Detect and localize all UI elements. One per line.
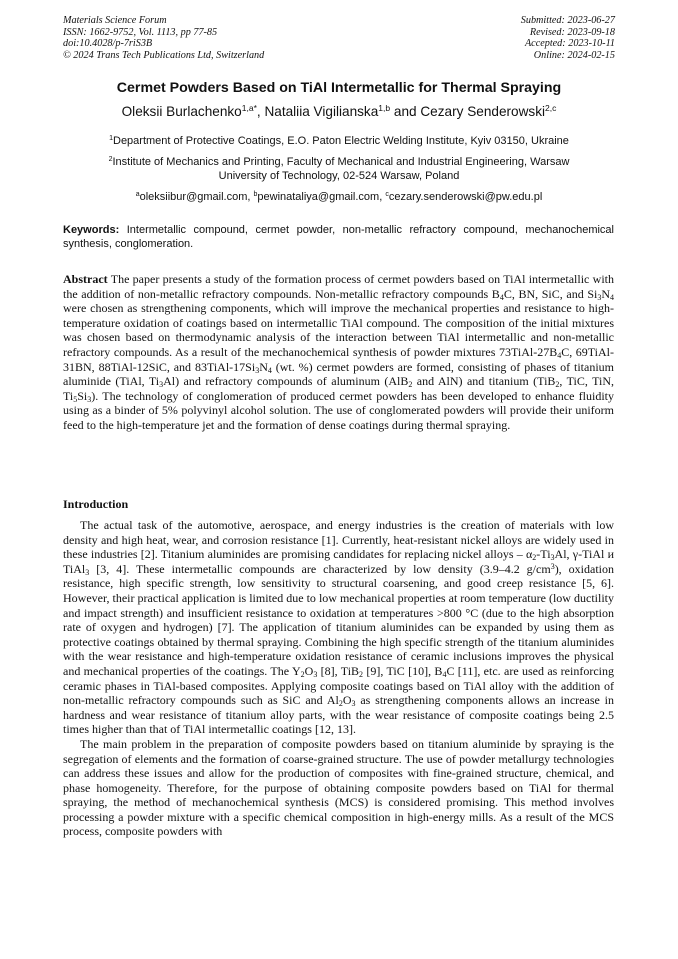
subscript: 2: [359, 669, 364, 679]
subscript: 3: [313, 669, 318, 679]
author-list: [0, 103, 678, 119]
online-date: Online: 2024-02-15: [533, 49, 615, 61]
author-name: Nataliia Vigilianska: [264, 104, 379, 119]
author-separator: and: [390, 104, 421, 119]
section-heading-introduction: Introduction: [63, 497, 129, 511]
subscript: 2: [532, 553, 537, 563]
abstract-text: N: [259, 359, 268, 374]
revised-date: Revised: 2023-09-18: [529, 26, 615, 38]
affiliation-text: Institute of Mechanics and Printing, Faculty of Mechanical and Industrial Engineering, Warsaw: [112, 156, 570, 168]
subscript: 2: [408, 380, 413, 390]
email-address: pewinataliya@gmail.com,: [257, 191, 386, 203]
paragraph-text: O: [304, 663, 314, 678]
abstract-text: , TiC, TiN, Ti: [63, 374, 614, 403]
abstract-text: (wt. %) cermet powders are formed, consisting of phases of titanium aluminide (TiAl, Ti: [63, 359, 614, 389]
author-affiliation-mark: 2,c: [545, 103, 557, 113]
paragraph-text: [9], TiC [10], B: [363, 663, 443, 678]
submitted-date: Submitted: 2023-06-27: [520, 15, 615, 26]
abstract-text: were chosen as strengthening components, which will improve the mechanical properties and resistance to high-temperature oxidation of coatings based on intermetallic TiAl compound. The composition of the initial mixtures was chosen based on thermodynamic analysis of the interaction between TiAl intermetallic and non-metallic refractory compounds. As a result of the mechanochemical synthesis of powder mixtures 73TiAl-27B: [63, 301, 614, 359]
subscript: 4: [610, 292, 614, 302]
author-separator: ,: [256, 104, 265, 119]
keywords-label: Keywords:: [63, 224, 120, 236]
subscript: 4: [557, 350, 562, 360]
paragraph-text: C [11], etc. are used as reinforcing ceramic phases in TiAl-based composites. Applying composite coatings based on TiAl alloy with the addition of non-metallic refractory compounds such as SiC and Al: [63, 663, 614, 708]
paragraph-text: [3, 4]. These intermetallic compounds are characterized by low density (3.9–4.2 g/cm: [89, 561, 551, 576]
subscript: 2: [300, 669, 305, 679]
paragraph-text: O: [342, 693, 352, 708]
paragraph-text: The actual task of the automotive, aerospace, and energy industries is the creation of materials with low density and high heat, wear, and corrosion resistance [1]. Currently, heat-resistant nickel alloys are widely used in these industries [2]. Titanium aluminides are promising candidates for replacing nickel alloys – α: [63, 518, 614, 562]
abstract-text: C, BN, SiC, and Si: [503, 286, 598, 301]
journal-name: Materials Science Forum: [63, 15, 167, 26]
email-mark: b: [253, 191, 258, 198]
abstract-text: ). The technology of conglomeration of produced cermet powders has been developed to enhance fluidity using as a binder of 5% polyvinyl alcohol solution. The use of conglomerated powders will provide their uniform feed to the high-temperature jet and the formation of dense coatings during thermal spraying.: [63, 388, 614, 432]
affiliation-number: 1: [109, 135, 113, 142]
subscript: 4: [442, 669, 447, 679]
subscript: 3: [85, 567, 90, 577]
affiliation-number: 2: [108, 156, 113, 163]
superscript: 3: [550, 561, 555, 571]
subscript: 3: [550, 553, 555, 563]
affiliation-text: University of Technology, 02-524 Warsaw, Poland: [218, 170, 460, 183]
subscript: 4: [267, 365, 272, 375]
abstract-text: Al) and refractory compounds of aluminum (AlB: [163, 374, 409, 389]
abstract-block: [63, 272, 614, 433]
paragraph-text: [8], TiB: [317, 663, 360, 678]
accepted-date: Accepted: 2023-10-11: [524, 38, 615, 50]
paragraph-text: Al, γ-TiAl и TiAl: [63, 547, 614, 576]
email-address: oleksiibur@gmail.com,: [139, 191, 254, 203]
issn-line: ISSN: 1662-9752, Vol. 1113, pp 77-85: [63, 26, 218, 38]
paragraph-text: ), oxidation resistance, high specific strength, low sensitivity to structural coarsening, and good creep resistance [5, 6]. However, their practical application is limited due to low mechanical properties at room temperature (low ductility and impact strength) and insufficient resistance to oxidation at temperatures >800 °C (due to the high absorption rate of oxygen and hydrogen) [7]. The application of titanium aluminides can be expanded by using them as protective coatings obtained by thermal spraying. Combining the high specific strength of the titanium aluminides with the wear resistance and high-temperature oxidation resistance of ceramic inclusions improves the physical and mechanical properties of the coatings. The Y: [63, 561, 614, 678]
email-mark: c: [385, 191, 389, 198]
abstract-text: C, 69TiAl-31BN, 88TiAl-12SiC, and 83TiAl-17Si: [63, 344, 614, 374]
abstract-label: Abstract: [63, 272, 108, 286]
author-emails: [0, 188, 678, 204]
email-mark: a: [135, 191, 140, 198]
author-affiliation-mark: 1,b: [378, 103, 391, 113]
author-name: Oleksii Burlachenko: [121, 104, 242, 119]
subscript: 4: [499, 292, 504, 302]
paragraph-text: as strengthening components allows an increase in hardness and wear resistance of titanium alloy parts, with the wear resistance of composite coatings being 2.5 times higher than that of TiAl intermetallic coatings [12, 13].: [63, 693, 614, 737]
author-affiliation-mark: 1,a*: [241, 103, 257, 113]
subscript: 2: [338, 699, 343, 709]
doi-line: doi:10.4028/p-7riS3B: [63, 38, 153, 50]
subscript: 3: [597, 292, 602, 302]
affiliation-text: Department of Protective Coatings, E.O. Paton Electric Welding Institute, Kyiv 03150, Ukraine: [113, 135, 569, 147]
abstract-text: N: [601, 286, 610, 301]
subscript: 3: [159, 380, 164, 390]
affiliation-2: [0, 153, 678, 184]
introduction-body: [63, 518, 614, 839]
subscript: 3: [255, 365, 260, 375]
abstract-text: and AlN) and titanium (TiB: [412, 374, 556, 389]
paragraph: The main problem in the preparation of composite powders based on titanium aluminide by spraying is the segregation of elements and the formation of coarse-grained structure. The use of powder metallurgy technologies can address these issues and allow for the production of composites with fine-grained structure, chemical, and phase homogeneity. Therefore, for the purpose of obtaining composite powders based on TiAl for thermal spraying, the method of mechanochemical synthesis (MCS) is considered promising. This method involves processing a powder mixture with a specific chemical composition in high-energy mills. As a result of the MCS process, composite powders with: [63, 736, 614, 839]
subscript: 3: [351, 699, 356, 709]
dates-header: [521, 15, 615, 61]
copyright-line: © 2024 Trans Tech Publications Ltd, Switzerland: [63, 49, 265, 61]
keywords-text: Intermetallic compound, cermet powder, non-metallic refractory compound, mechanochemical synthesis, conglomeration.: [63, 224, 614, 250]
author-name: Cezary Senderowski: [420, 104, 546, 119]
journal-header: [63, 15, 264, 61]
subscript: 5: [73, 394, 78, 404]
abstract-text: The paper presents a study of the formation process of cermet powders based on TiAl intermetallic with the addition of non-metallic refractory compounds. Non-metallic refractory compounds B: [63, 272, 614, 301]
affiliation-1: [0, 132, 678, 148]
paper-title: Cermet Powders Based on TiAl Intermetallic for Thermal Spraying: [116, 80, 562, 96]
subscript: 2: [555, 380, 560, 390]
subscript: 3: [87, 394, 92, 404]
abstract-text: Si: [77, 388, 88, 403]
email-address: cezary.senderowski@pw.edu.pl: [388, 191, 543, 203]
keywords-block: [63, 224, 614, 251]
paragraph-text: -Ti: [536, 547, 551, 562]
paragraph: [63, 518, 614, 737]
